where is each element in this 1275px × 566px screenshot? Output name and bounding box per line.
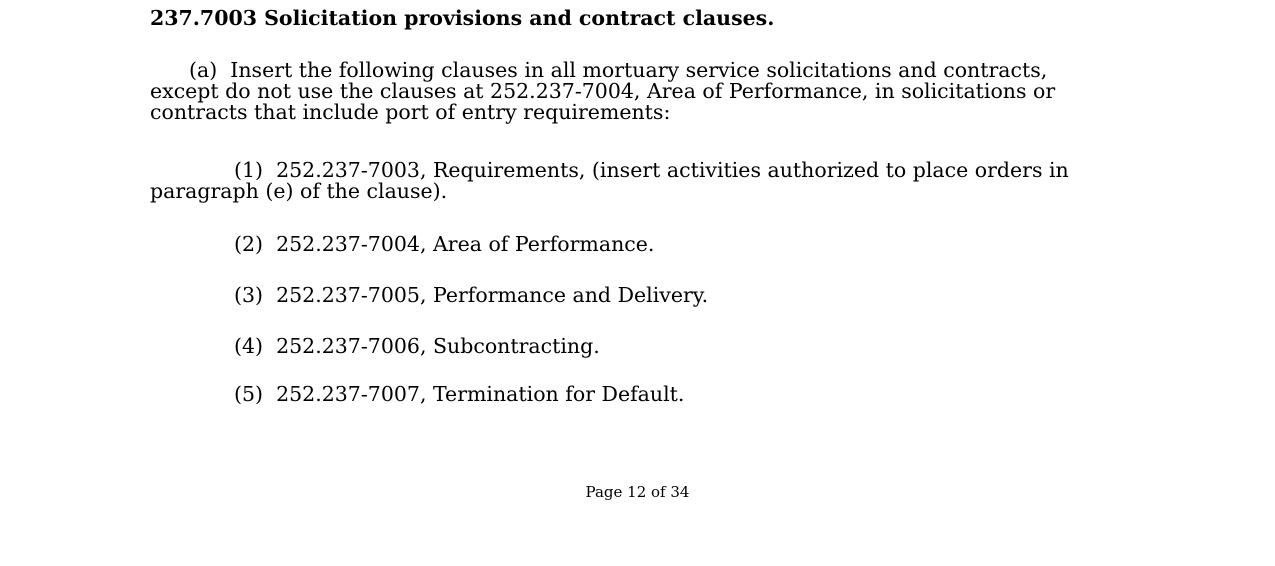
clause-item-3: (3) 252.237-7005, Performance and Delivery. [234, 283, 709, 307]
paragraph-a-line-1: (a) Insert the following clauses in all mortuary service solicitations and contracts, [189, 58, 1048, 82]
page-number-footer: Page 12 of 34 [585, 483, 690, 501]
paragraph-1-line-1-text: (1) 252.237-7003, Requirements, (insert activities authorized to place orders in [234, 158, 1069, 182]
clause-item-2: (2) 252.237-7004, Area of Performance. [234, 232, 655, 256]
clause-item-5: (5) 252.237-7007, Termination for Default. [234, 382, 685, 406]
paragraph-1-line-1 [150, 160, 1150, 181]
paragraph-a-line-2: except do not use the clauses at 252.237-7004, Area of Performance, in solicitations or [150, 79, 1056, 103]
paragraph-1-line-2: paragraph (e) of the clause). [150, 179, 448, 203]
paragraph-1 [150, 160, 1150, 202]
section-heading: 237.7003 Solicitation provisions and contract clauses. [150, 6, 775, 30]
clause-item-4: (4) 252.237-7006, Subcontracting. [234, 334, 600, 358]
paragraph-a [150, 60, 1150, 123]
paragraph-a-line-3: contracts that include port of entry requirements: [150, 100, 671, 124]
